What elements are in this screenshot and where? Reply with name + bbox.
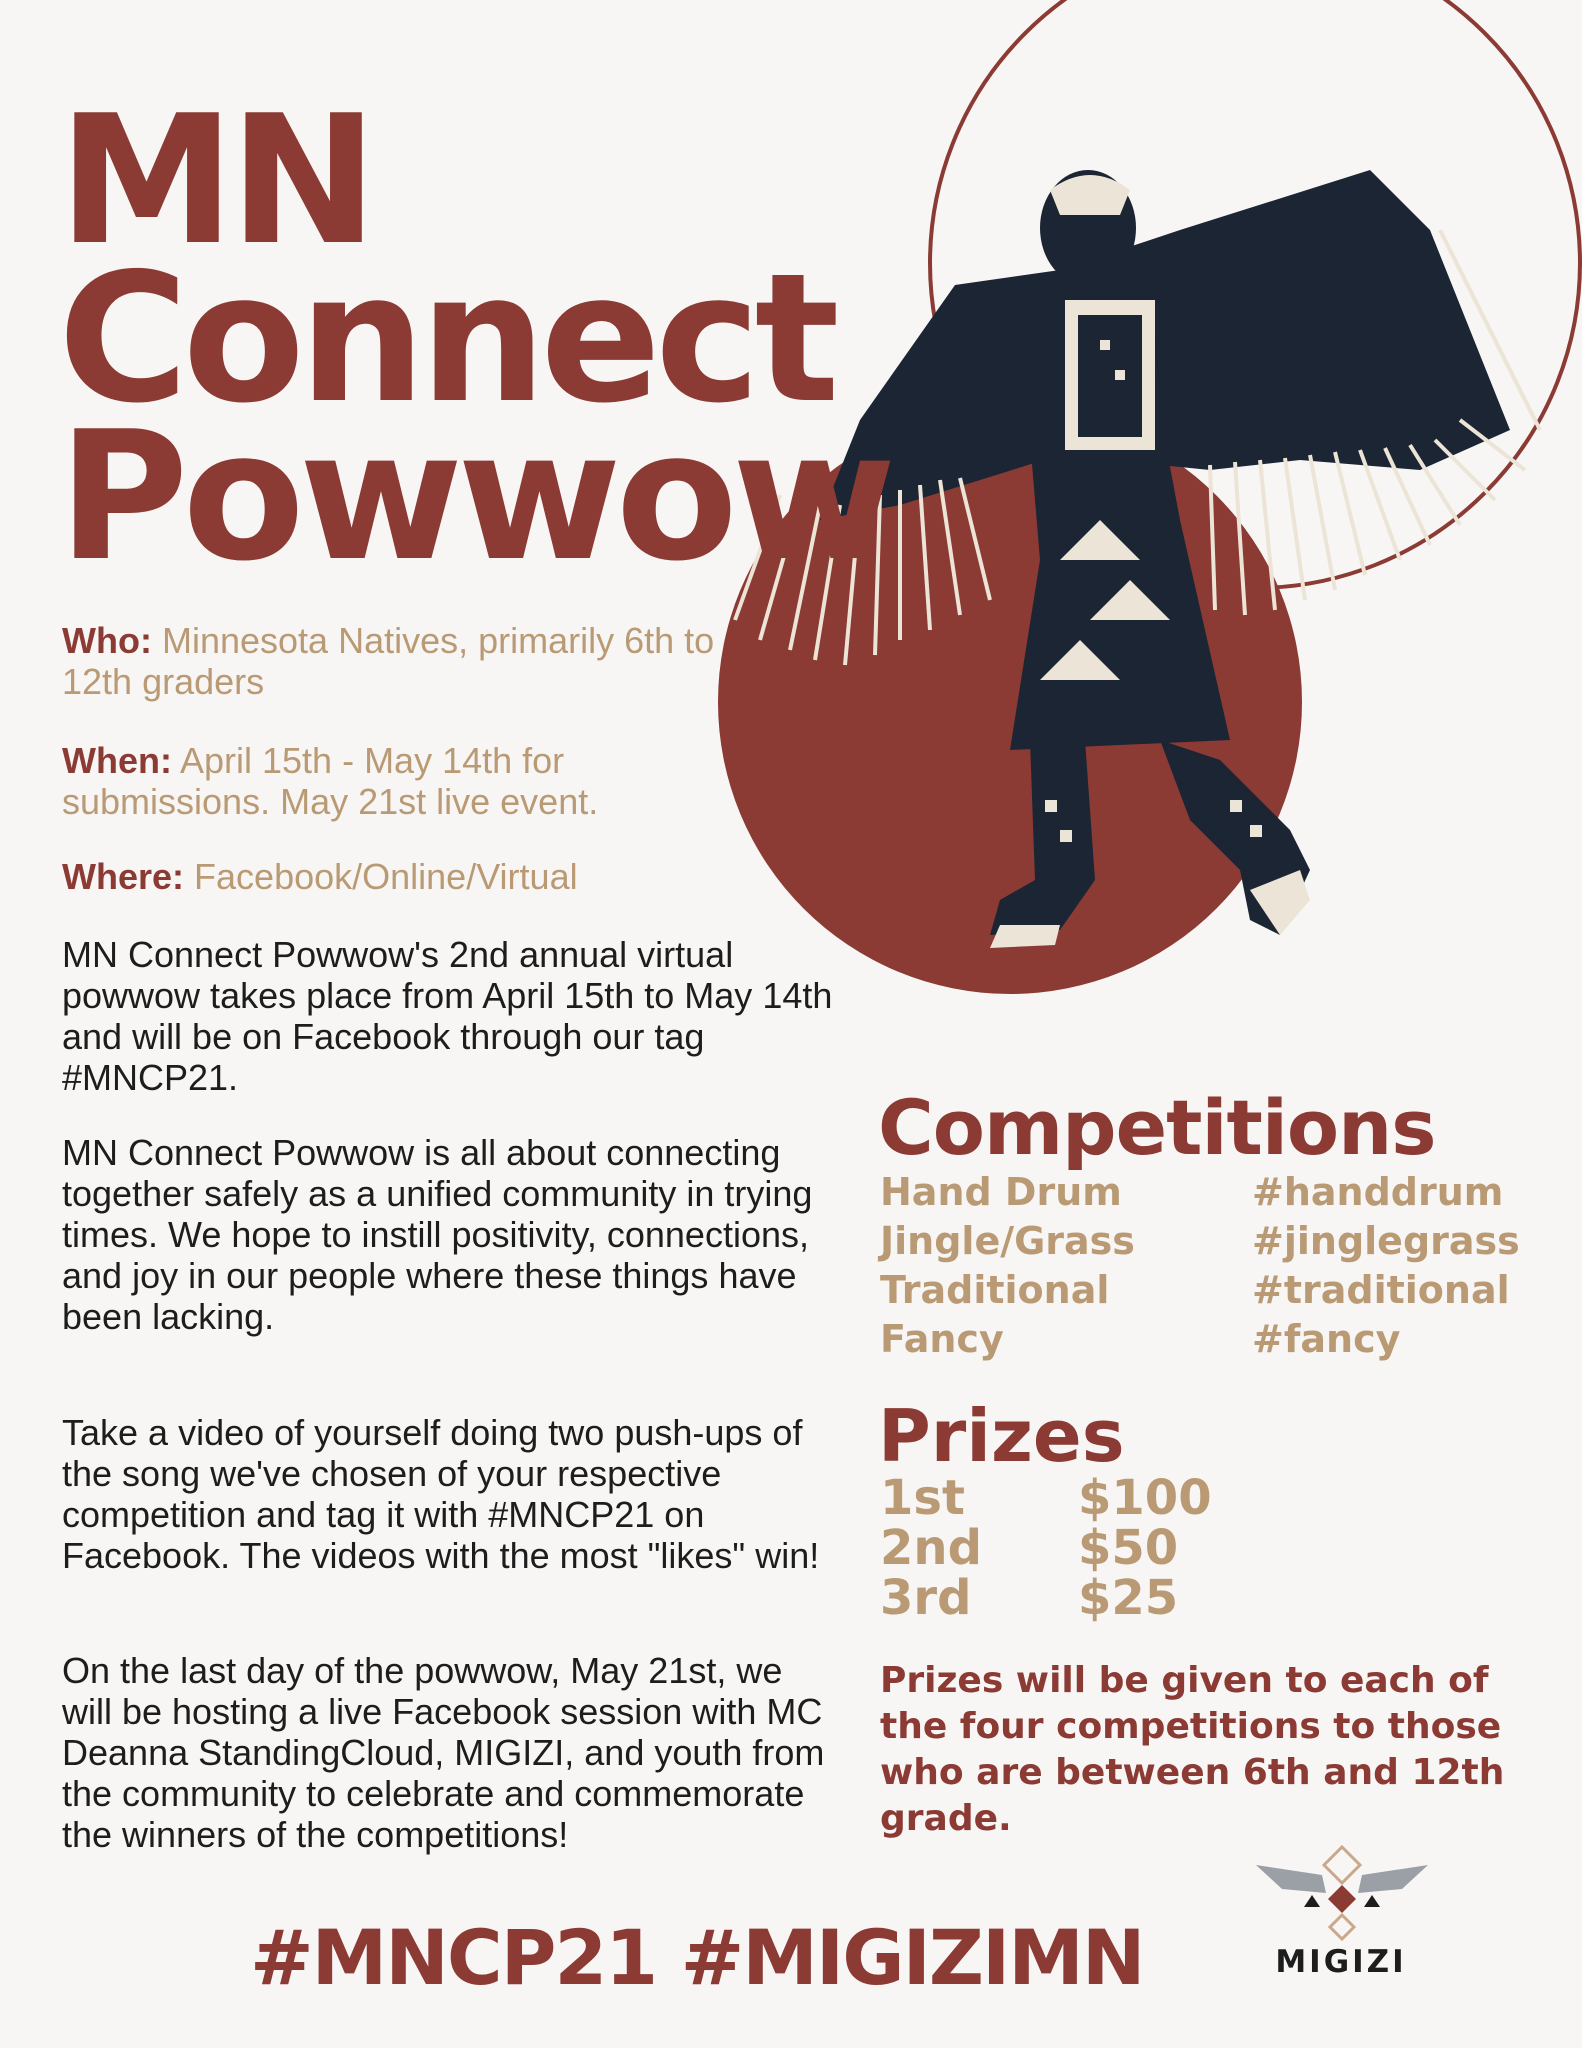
who-block <box>62 620 742 702</box>
list-item <box>880 1317 1540 1366</box>
list-item <box>880 1170 1540 1219</box>
list-item <box>880 1570 1212 1626</box>
competition-tag: #handdrum <box>1252 1170 1504 1214</box>
list-item <box>880 1470 1212 1526</box>
migizi-logo-text: MIGIZI <box>1275 1944 1407 1980</box>
prize-amount: $25 <box>1078 1570 1179 1626</box>
title-line-1: MN <box>58 77 373 284</box>
paragraph-instructions: Take a video of yourself doing two push-ups of the song we've chosen of your respective competition and tag it with #MNCP21 on Facebook. The videos with the most "likes" win! <box>62 1412 820 1576</box>
list-item <box>880 1520 1212 1576</box>
competition-name: Jingle/Grass <box>880 1219 1135 1263</box>
where-value: Facebook/Online/Virtual <box>194 856 578 897</box>
title-line-3: Powwow <box>58 393 891 600</box>
who-label: Who: <box>62 620 152 661</box>
hashtags: #MNCP21 #MIGIZIMN <box>250 1913 1144 2002</box>
prize-place: 1st <box>880 1470 965 1526</box>
competition-tag: #traditional <box>1252 1268 1510 1312</box>
prize-place: 2nd <box>880 1520 982 1576</box>
where-label: Where: <box>62 856 185 897</box>
when-value: April 15th - May 14th for submissions. May 21st live event. <box>62 740 599 822</box>
where-block <box>62 856 742 897</box>
prize-amount: $100 <box>1078 1470 1212 1526</box>
prizes-heading: Prizes <box>878 1394 1125 1478</box>
who-value: Minnesota Natives, primarily 6th to 12th graders <box>62 620 715 702</box>
migizi-eagle-logo-icon <box>1252 1845 1432 1941</box>
paragraph-about: MN Connect Powwow is all about connecting together safely as a unified community in trying times. We hope to instill positivity, connections, and joy in our people where these things have been lacking. <box>62 1132 813 1337</box>
competitions-heading: Competitions <box>878 1083 1436 1172</box>
prize-eligibility-note: Prizes will be given to each of the four competitions to those who are between 6th and 12th grade. <box>880 1660 1505 1839</box>
paragraph-live-event: On the last day of the powwow, May 21st, we will be hosting a live Facebook session with MC Deanna StandingCloud, MIGIZI, and youth from the community to celebrate and commemorate the winners of the competitions! <box>62 1650 825 1855</box>
title-line-2: Connect <box>58 235 834 442</box>
prize-amount: $50 <box>1078 1520 1179 1576</box>
competition-tag: #jinglegrass <box>1252 1219 1520 1263</box>
when-label: When: <box>62 740 172 781</box>
list-item <box>880 1219 1540 1268</box>
competition-name: Fancy <box>880 1317 1004 1361</box>
competition-name: Traditional <box>880 1268 1110 1312</box>
competitions-list <box>880 1170 1540 1366</box>
paragraph-intro: MN Connect Powwow's 2nd annual virtual powwow takes place from April 15th to May 14th and will be on Facebook through our tag #MNCP21. <box>62 934 833 1098</box>
list-item <box>880 1268 1540 1317</box>
prize-place: 3rd <box>880 1570 972 1626</box>
prizes-list <box>880 1470 1212 1626</box>
when-block <box>62 740 742 822</box>
competition-tag: #fancy <box>1252 1317 1401 1361</box>
competition-name: Hand Drum <box>880 1170 1122 1214</box>
